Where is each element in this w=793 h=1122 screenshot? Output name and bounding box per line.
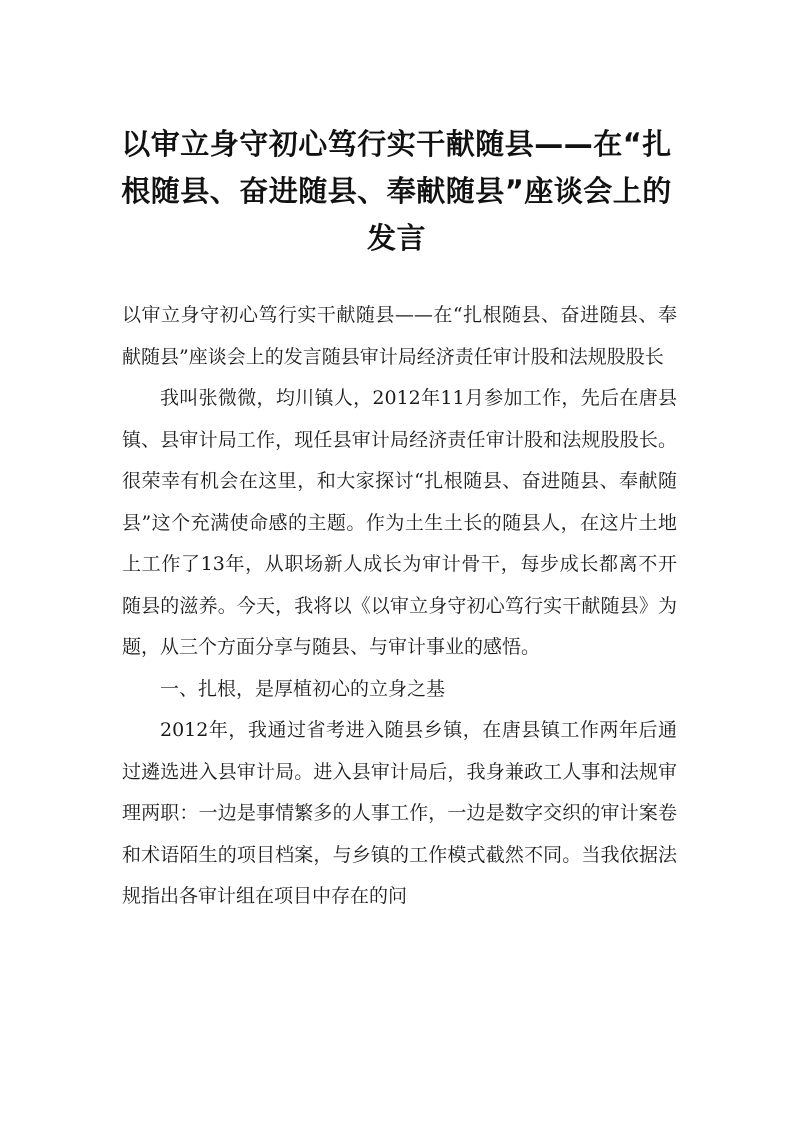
section-heading-1: 一、扎根，是厚植初心的立身之基 <box>160 677 446 700</box>
body-paragraph-section-1: 2012年，我通过省考进入随县乡镇，在唐县镇工作两年后通过遴选进入县审计局。进入县审计局后，我身兼政工人事和法规审理两职：一边是事情繁多的人事工作，一边是数字交织的审计案卷和术语陌生的项目档案，与乡镇的工作模式截然不同。当我依据法规指出各审计组在项目中存在的问 <box>122 719 677 907</box>
document-title: 以审立身守初心笃行实干献随县——在“扎根随县、奋进随县、奉献随县”座谈会上的发言 <box>121 127 672 255</box>
body-paragraph-self-introduction: 我叫张微微，均川镇人，2012年11月参加工作，先后在唐县镇、县审计局工作，现任县审计局经济责任审计股和法规股股长。很荣幸有机会在这里，和大家探讨“扎根随县、奋进随县、奉献随县”这个充满使命感的主题。作为土生土长的随县人，在这片土地上工作了13年，从职场新人成长为审计骨干，每步成长都离不开随县的滋养。今天，我将以《以审立身守初心笃行实干献随县》为题，从三个方面分享与随县、与审计事业的感悟。 <box>122 387 677 658</box>
document-body <box>122 295 677 918</box>
body-paragraph-intro: 以审立身守初心笃行实干献随县——在“扎根随县、奋进随县、奉献随县”座谈会上的发言随县审计局经济责任审计股和法规股股长 <box>122 304 677 368</box>
